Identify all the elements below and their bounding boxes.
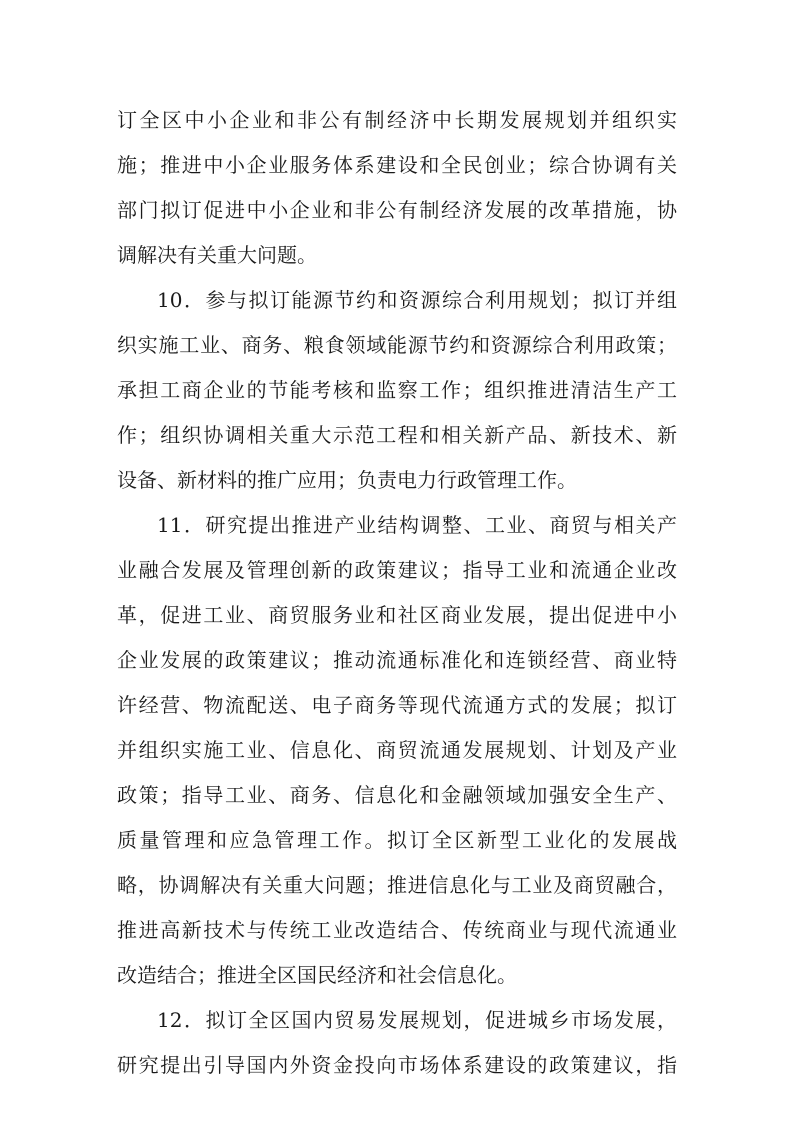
body-text [117,98,677,1088]
text-line: 织实施工业、商务、粮食领域能源节约和资源综合利用政策； [117,333,677,357]
text-line: 许经营、物流配送、电子商务等现代流通方式的发展；拟订 [117,693,677,717]
text-line: 设备、新材料的推广应用；负责电力行政管理工作。 [117,468,577,492]
text-line: 政策；指导工业、商务、信息化和金融领域加强安全生产、 [117,783,677,807]
text-line: 企业发展的政策建议；推动流通标准化和连锁经营、商业特 [117,648,677,672]
text-line: 订全区中小企业和非公有制经济中长期发展规划并组织实 [117,108,677,132]
text-line: 调解决有关重大问题。 [117,243,317,267]
text-line: 并组织实施工业、信息化、商贸流通发展规划、计划及产业 [117,738,677,762]
text-line: 略，协调解决有关重大问题；推进信息化与工业及商贸融合， [117,873,677,897]
paragraph-12-first-line: 12．拟订全区国内贸易发展规划，促进城乡市场发展， [157,1008,677,1032]
text-line: 研究提出引导国内外资金投向市场体系建设的政策建议，指 [117,1053,677,1077]
text-line: 改造结合；推进全区国民经济和社会信息化。 [117,963,517,987]
text-line: 承担工商企业的节能考核和监察工作；组织推进清洁生产工 [117,378,677,402]
text-line: 业融合发展及管理创新的政策建议；指导工业和流通企业改 [117,558,677,582]
text-line: 革，促进工业、商贸服务业和社区商业发展，提出促进中小 [117,603,677,627]
text-line: 推进高新技术与传统工业改造结合、传统商业与现代流通业 [117,918,677,942]
text-line: 部门拟订促进中小企业和非公有制经济发展的改革措施，协 [117,198,677,222]
paragraph-10-first-line: 10．参与拟订能源节约和资源综合利用规划；拟订并组 [157,288,677,312]
text-line: 作；组织协调相关重大示范工程和相关新产品、新技术、新 [117,423,677,447]
paragraph-11-first-line: 11．研究提出推进产业结构调整、工业、商贸与相关产 [157,513,677,537]
text-line: 施；推进中小企业服务体系建设和全民创业；综合协调有关 [117,153,677,177]
text-line: 质量管理和应急管理工作。拟订全区新型工业化的发展战 [117,828,677,852]
